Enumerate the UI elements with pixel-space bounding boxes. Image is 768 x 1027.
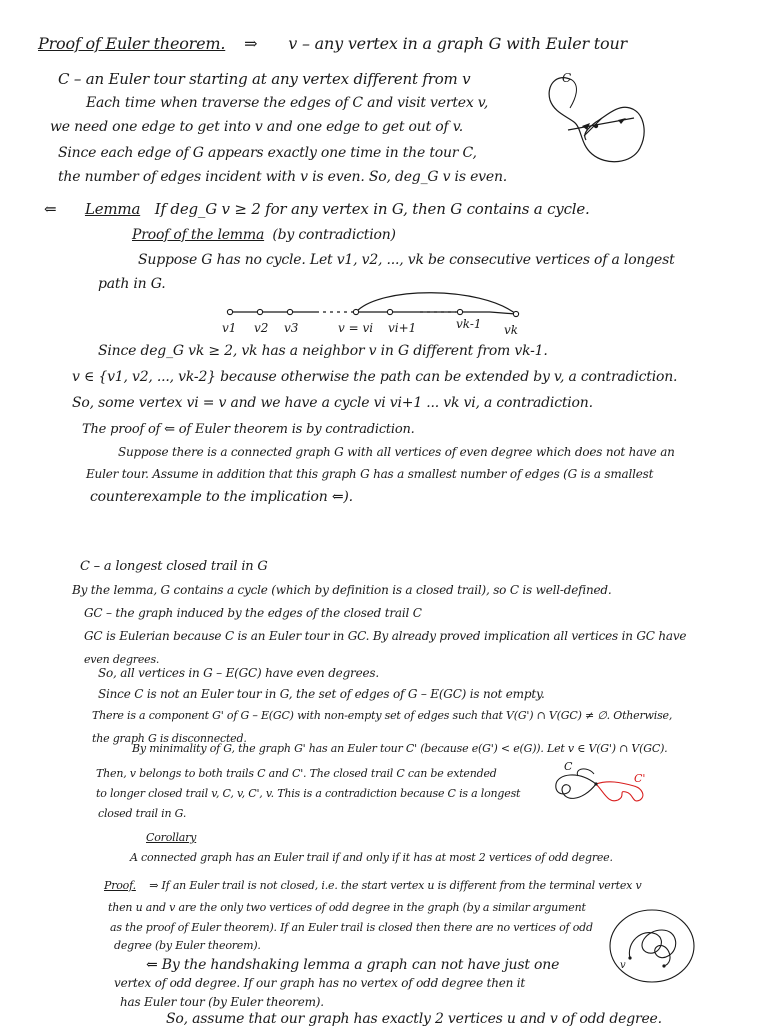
- note-line-9: Suppose G has no cycle. Let v1, v2, ..., vk be consecutive vertices of a longest: [138, 252, 675, 268]
- note-line-18: C – a longest closed trail in G: [80, 559, 268, 574]
- note-line-23: So, all vertices in G – E(GC) have even degrees.: [98, 666, 379, 680]
- tour-label-c: C: [562, 71, 572, 85]
- note-line-3: Each time when traverse the edges of C and visit vertex v,: [86, 95, 489, 111]
- note-line-29: to longer closed trail v, C, v, C', v. This is a contradiction because C is a longest: [96, 787, 521, 800]
- note-line-38: vertex of odd degree. If our graph has no vertex of odd degree then it: [114, 976, 526, 990]
- note-line-33b: ⇒ If an Euler trail is not closed, i.e. the start vertex u is different from the terminal vertex v: [149, 879, 642, 892]
- note-line-13: So, some vertex vi = v and we have a cycle vi vi+1 ... vk vi, a contradiction.: [72, 395, 593, 411]
- note-line-28: Then, v belongs to both trails C and C'. The closed trail C can be extended: [96, 767, 497, 780]
- euler-tour-figure: [536, 72, 666, 176]
- proof-heading: Proof of Euler theorem.: [38, 34, 226, 53]
- note-line-5: Since each edge of G appears exactly one time in the tour C,: [58, 145, 477, 161]
- note-line-34: then u and v are the only two vertices of odd degree in the graph (by a similar argument: [108, 901, 586, 914]
- note-line-2: C – an Euler tour starting at any vertex different from v: [58, 70, 471, 88]
- note-line-36: degree (by Euler theorem).: [114, 939, 261, 952]
- note-line-4: we need one edge to get into v and one edge to get out of v.: [50, 119, 464, 135]
- path-label-v2: v2: [254, 321, 269, 335]
- converse-arrow: ⇐: [44, 200, 57, 218]
- note-line-21: GC is Eulerian because C is an Euler tour in GC. By already proved implication all vertices in GC have: [84, 629, 687, 643]
- note-line-35: as the proof of Euler theorem). If an Euler trail is closed then there are no vertices of odd: [110, 921, 593, 934]
- note-line-27: By minimality of G, the graph G' has an Euler tour C' (because e(G') < e(G)). Let v ∈ V(G') ∩ V(GC).: [132, 742, 668, 755]
- corollary-heading: Corollary: [146, 831, 197, 844]
- note-line-12: v ∈ {v1, v2, ..., vk-2} because otherwise the path can be extended by v, a contradiction.: [72, 369, 678, 385]
- note-line-40: So, assume that our graph has exactly 2 vertices u and v of odd degree.: [166, 1011, 662, 1027]
- path-label-v1: v1: [222, 321, 237, 335]
- figure-label-v: v: [620, 960, 626, 971]
- note-line-15: Suppose there is a connected graph G with all vertices of even degree which does not have an: [118, 445, 675, 459]
- note-line-20: GC – the graph induced by the edges of the closed trail C: [84, 606, 422, 620]
- figure-label-cprime: C': [634, 772, 646, 785]
- path-label-vk1: vk-1: [456, 317, 482, 331]
- note-line-19: By the lemma, G contains a cycle (which by definition is a closed trail), so C is well-defined.: [72, 583, 612, 597]
- note-line-37: ⇐ By the handshaking lemma a graph can not have just one: [146, 957, 560, 973]
- note-line-14: The proof of ⇐ of Euler theorem is by contradiction.: [82, 422, 415, 437]
- longest-path-figure: [220, 292, 540, 338]
- note-line-10: path in G.: [98, 276, 166, 292]
- note-line-22: even degrees.: [84, 653, 160, 666]
- note-line-24: Since C is not an Euler tour in G, the set of edges of G – E(GC) is not empty.: [98, 687, 545, 701]
- figure-label-c: C: [564, 760, 573, 773]
- note-line-26: the graph G is disconnected.: [92, 732, 247, 745]
- corollary-proof-heading: Proof.: [104, 879, 136, 892]
- note-line-16: Euler tour. Assume in addition that this graph G has a smallest number of edges (G is a smallest: [86, 467, 654, 481]
- note-line-1c: v – any vertex in a graph G with Euler tour: [288, 34, 628, 53]
- note-line-25: There is a component G' of G – E(GC) with non-empty set of edges such that V(G') ∩ V(GC) ≠ ∅. Otherwise,: [92, 709, 673, 722]
- note-line-11: Since deg_G vk ≥ 2, vk has a neighbor v in G different from vk-1.: [98, 343, 548, 359]
- note-line-8b: (by contradiction): [272, 227, 396, 243]
- note-line-32: A connected graph has an Euler trail if and only if it has at most 2 vertices of odd degree.: [130, 851, 613, 864]
- path-label-v3: v3: [284, 321, 299, 335]
- lemma-statement: If deg_G v ≥ 2 for any vertex in G, then G contains a cycle.: [154, 200, 590, 218]
- lemma-proof-heading: Proof of the lemma: [132, 227, 265, 243]
- euler-trail-figure: [606, 906, 698, 986]
- lemma-heading: Lemma: [84, 200, 141, 218]
- implies-arrow: ⇒: [244, 34, 258, 53]
- note-line-6: the number of edges incident with v is even. So, deg_G v is even.: [58, 169, 508, 185]
- closed-trail-extension-figure: [548, 762, 678, 812]
- note-line-17: counterexample to the implication ⇐).: [90, 489, 353, 505]
- note-line-30: closed trail in G.: [98, 807, 187, 820]
- path-label-vi1: vi+1: [388, 321, 417, 335]
- note-line-39: has Euler tour (by Euler theorem).: [120, 995, 324, 1009]
- path-label-vk: vk: [504, 323, 519, 337]
- path-label-vi: v = vi: [338, 321, 374, 335]
